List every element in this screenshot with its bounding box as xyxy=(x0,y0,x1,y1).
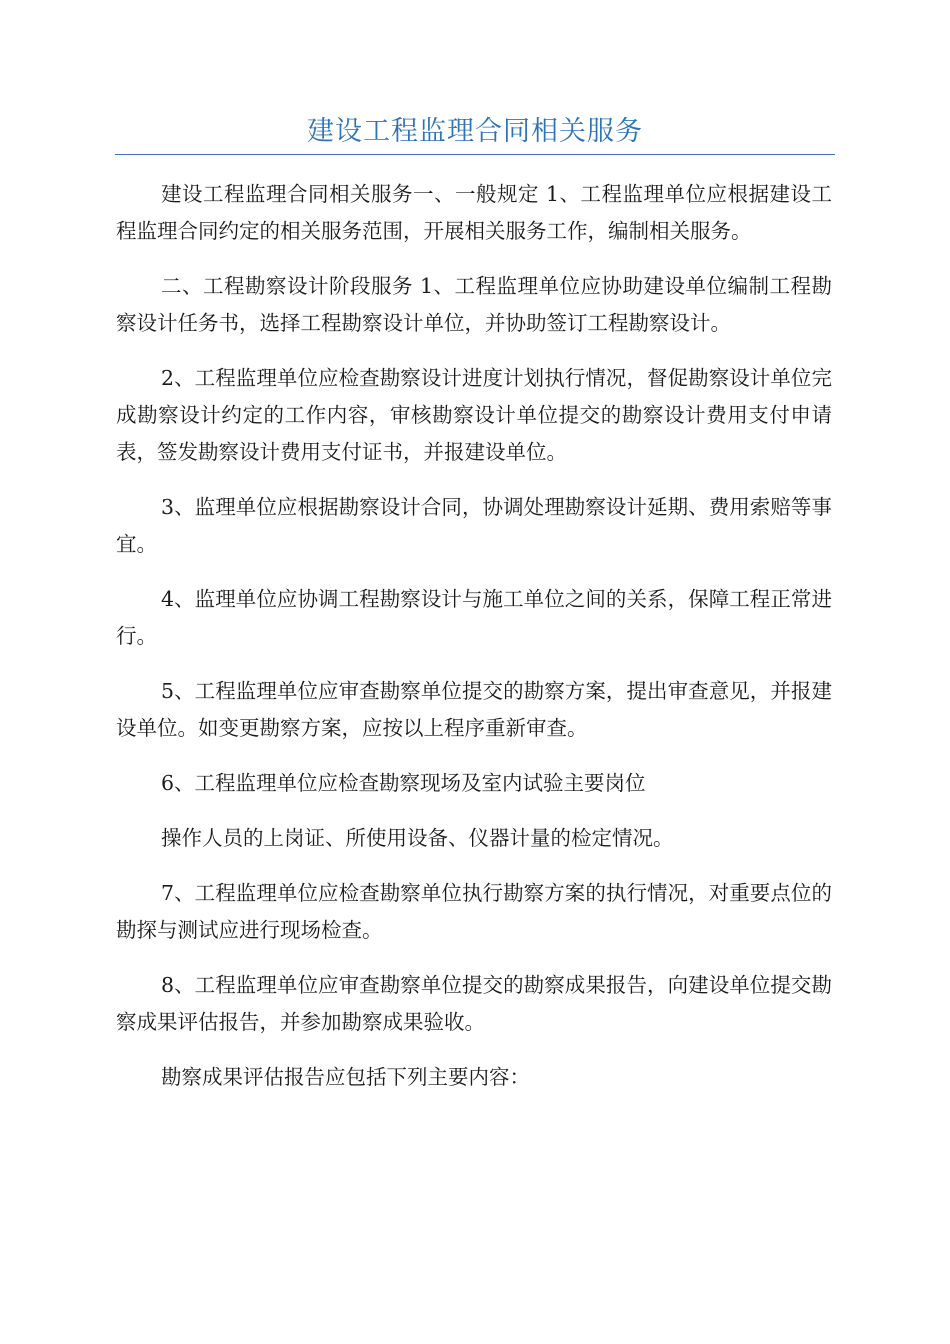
document-body xyxy=(116,176,832,1114)
paragraph: 2、工程监理单位应检查勘察设计进度计划执行情况，督促勘察设计单位完成勘察设计约定的工作内容，审核勘察设计单位提交的勘察设计费用支付申请表，签发勘察设计费用支付证书，并报建设单位。 xyxy=(116,366,832,464)
title-underline xyxy=(115,154,835,155)
paragraph: 4、监理单位应协调工程勘察设计与施工单位之间的关系，保障工程正常进行。 xyxy=(116,587,832,648)
paragraph: 5、工程监理单位应审查勘察单位提交的勘察方案，提出审查意见，并报建设单位。如变更勘察方案，应按以上程序重新审查。 xyxy=(116,679,832,740)
paragraph: 6、工程监理单位应检查勘察现场及室内试验主要岗位 xyxy=(161,771,646,795)
paragraph: 操作人员的上岗证、所使用设备、仪器计量的检定情况。 xyxy=(161,826,674,850)
paragraph: 建设工程监理合同相关服务一、一般规定 1、工程监理单位应根据建设工程监理合同约定的相关服务范围，开展相关服务工作，编制相关服务。 xyxy=(116,182,832,243)
paragraph: 8、工程监理单位应审查勘察单位提交的勘察成果报告，向建设单位提交勘察成果评估报告，并参加勘察成果验收。 xyxy=(116,973,832,1034)
document-title: 建设工程监理合同相关服务 xyxy=(307,116,643,147)
paragraph: 勘察成果评估报告应包括下列主要内容： xyxy=(161,1065,530,1089)
paragraph: 3、监理单位应根据勘察设计合同，协调处理勘察设计延期、费用索赔等事宜。 xyxy=(116,495,832,556)
paragraph: 二、工程勘察设计阶段服务 1、工程监理单位应协助建设单位编制工程勘察设计任务书，选择工程勘察设计单位，并协助签订工程勘察设计。 xyxy=(116,274,832,335)
paragraph: 7、工程监理单位应检查勘察单位执行勘察方案的执行情况，对重要点位的勘探与测试应进行现场检查。 xyxy=(116,881,832,942)
